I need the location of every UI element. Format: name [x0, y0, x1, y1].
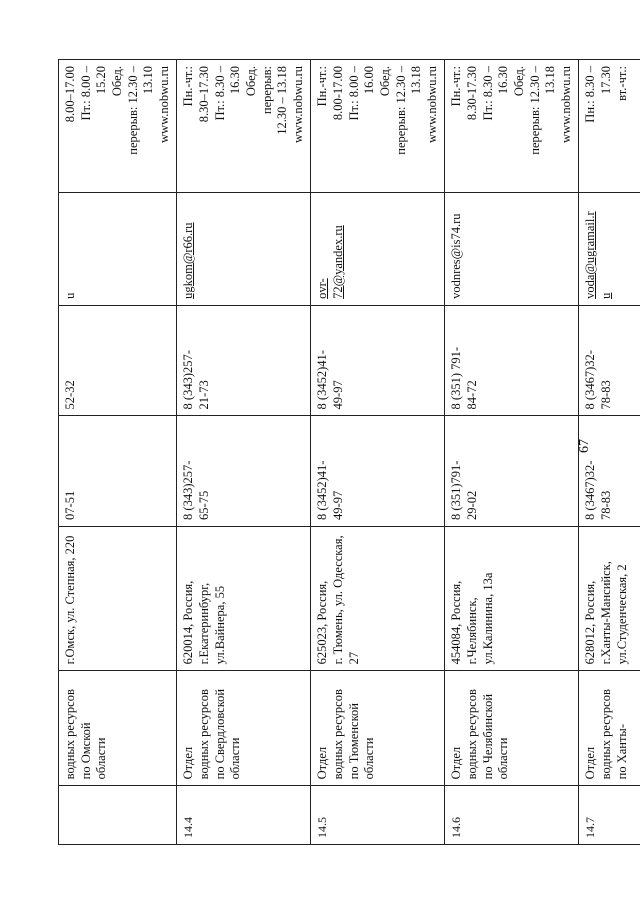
row-number: 14.6	[445, 786, 579, 845]
phone-1: 8 (3467)32- 78-83	[579, 416, 640, 527]
table-row	[177, 60, 311, 845]
department-name: Отдел водных ресурсов по Челябинской области	[445, 671, 579, 786]
address: 620014, Россия, г.Екатеринбург, ул.Вайнера, 55	[177, 526, 311, 670]
row-number: 14.4	[177, 786, 311, 845]
phone-1: 8 (351)791- 29-02	[445, 416, 579, 527]
phone-2: 52-32	[59, 305, 177, 416]
email-link[interactable]: voda@ugramail.r u	[579, 193, 640, 306]
working-hours: Пн.: 8.30 – 17.30 вт.-чт.:	[579, 60, 640, 193]
address: 628012, Россия, г.Ханты-Мансийск, ул.Студенческая, 2	[579, 526, 640, 670]
phone-1: 8 (343)257- 65-75	[177, 416, 311, 527]
email-link[interactable]: vodnres@is74.ru	[445, 193, 579, 306]
working-hours: Пн.-чт.: 8.00-17.00 Пт.: 8.00 – 16.00 Обед. перерыв: 12.30 – 13.18 www.nobwu.ru	[311, 60, 445, 193]
department-name: Отдел водных ресурсов по Свердловской области	[177, 671, 311, 786]
phone-2: 8 (3467)32- 78-83	[579, 305, 640, 416]
phone-1: 07-51	[59, 416, 177, 527]
row-number	[59, 786, 177, 845]
table-row	[445, 60, 579, 845]
address: г.Омск, ул. Степная, 220	[59, 526, 177, 670]
email-link[interactable]: ovr- 72@yandex.ru	[311, 193, 445, 306]
email-link[interactable]: ugkom@r66.ru	[177, 193, 311, 306]
phone-1: 8 (3452)41- 49-97	[311, 416, 445, 527]
page-number: 67	[577, 439, 592, 453]
phone-2: 8 (3452)41- 49-97	[311, 305, 445, 416]
working-hours: 8.00–17.00 Пт.: 8.00 – 15.20 Обед. перерыв: 12.30 – 13.10 www.nobwu.ru	[59, 60, 177, 193]
phone-2: 8 (343)257- 21-73	[177, 305, 311, 416]
contacts-table	[58, 59, 640, 845]
phone-2: 8 (351) 791- 84-72	[445, 305, 579, 416]
address: 454084, Россия, г.Челябинск, ул.Калинина, 13а	[445, 526, 579, 670]
row-number: 14.5	[311, 786, 445, 845]
working-hours: Пн.-чт.: 8.30–17.30 Пт.: 8.30 – 16.30 Обед. перерыв: 12.30 – 13.18 www.nobwu.ru	[177, 60, 311, 193]
rotated-table-wrapper	[58, 59, 629, 845]
department-name: Отдел водных ресурсов по Ханты-	[579, 671, 640, 786]
working-hours: Пн.-чт.: 8.30-17.30 Пт.: 8.30 – 16.30 Обед. перерыв: 12.30 – 13.18 www.nobwu.ru	[445, 60, 579, 193]
department-name: водных ресурсов по Омской области	[59, 671, 177, 786]
table-row	[311, 60, 445, 845]
email-link[interactable]: u	[59, 193, 177, 306]
address: 625023, Россия, г. Тюмень, ул. Одесская, 27	[311, 526, 445, 670]
table-row	[59, 60, 177, 845]
row-number: 14.7	[579, 786, 640, 845]
department-name: Отдел водных ресурсов по Тюменской области	[311, 671, 445, 786]
